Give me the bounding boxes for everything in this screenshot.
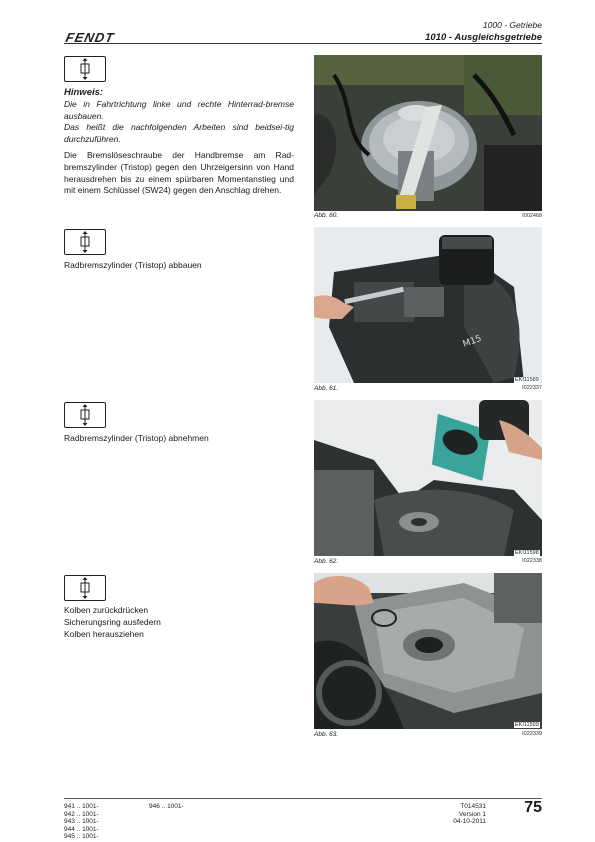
footer-rule bbox=[64, 798, 542, 799]
note-title: Hinweis: bbox=[64, 87, 104, 98]
photo-abb-60 bbox=[314, 55, 542, 211]
work-step-icon bbox=[64, 229, 106, 255]
work-step-icon bbox=[64, 402, 106, 428]
note-line: Die in Fahrtrichtung linke und rechte Hinterrad-bremse ausbauen. bbox=[64, 98, 294, 121]
photo-abb-61 bbox=[314, 227, 542, 383]
model-range-2: 946 .. 1001- bbox=[149, 803, 184, 810]
header-rule bbox=[64, 43, 542, 44]
step-2-text: Radbremszylinder (Tristop) abbauen bbox=[64, 260, 202, 270]
caption-abb-61: Abb. 61. bbox=[314, 385, 339, 392]
photo-abb-63 bbox=[314, 573, 542, 729]
image-ref-eki: EKI11598 bbox=[515, 550, 539, 556]
model-range: 944 .. 1001- bbox=[64, 825, 99, 833]
svg-text:M15: M15 bbox=[461, 333, 484, 350]
page-number: 75 bbox=[524, 799, 542, 816]
model-list bbox=[64, 803, 99, 841]
image-code: I022339 bbox=[522, 731, 542, 737]
step-1-instruction: Die Bremslöseschraube der Handbremse am Rad-bremszylinder (Tristop) gegen den Uhrzeigersinn von Hand herausdrehen bis zu einem spürbaren Momentanstieg und mit einem Schlüssel (SW24) gegen den Anschlag drehen. bbox=[64, 149, 294, 196]
fendt-logo: FENDT bbox=[64, 30, 116, 45]
image-ref-eki: EKI11589 bbox=[515, 377, 539, 383]
image-code: I022337 bbox=[522, 385, 542, 391]
instruction-line: Kolben herausziehen bbox=[64, 628, 144, 639]
model-range: 942 .. 1001- bbox=[64, 810, 99, 818]
image-ref-eki: EKI11599 bbox=[515, 722, 539, 728]
model-range: 943 .. 1001- bbox=[64, 818, 99, 826]
section-title: 1000 - Getriebe bbox=[482, 20, 542, 30]
instruction-line: Sicherungsring ausfedern bbox=[64, 616, 161, 627]
image-code: I002468 bbox=[522, 213, 542, 219]
model-range: 941 .. 1001- bbox=[64, 803, 99, 810]
work-step-icon bbox=[64, 56, 106, 82]
caption-abb-62: Abb. 62. bbox=[314, 558, 339, 565]
note-line: Das heißt die nachfolgenden Arbeiten sind beidsei-tig durchzuführen. bbox=[64, 122, 294, 145]
step-3-text: Radbremszylinder (Tristop) abnehmen bbox=[64, 433, 209, 443]
step-1-text bbox=[64, 87, 294, 197]
subsection-title: 1010 - Ausgleichsgetriebe bbox=[425, 32, 542, 43]
document-version: Version 1 bbox=[458, 810, 486, 818]
document-date: 04-10-2011 bbox=[453, 818, 486, 826]
work-step-icon bbox=[64, 575, 106, 601]
instruction-line: Kolben zurückdrücken bbox=[64, 605, 149, 615]
image-code: I022338 bbox=[522, 558, 542, 564]
caption-abb-63: Abb. 63. bbox=[314, 731, 339, 738]
model-range: 945 .. 1001- bbox=[64, 833, 99, 841]
document-info bbox=[430, 803, 486, 826]
photo-abb-62 bbox=[314, 400, 542, 556]
document-number: T014531 bbox=[460, 803, 486, 810]
caption-abb-60: Abb. 60. bbox=[314, 212, 339, 219]
step-4-text bbox=[64, 605, 294, 640]
